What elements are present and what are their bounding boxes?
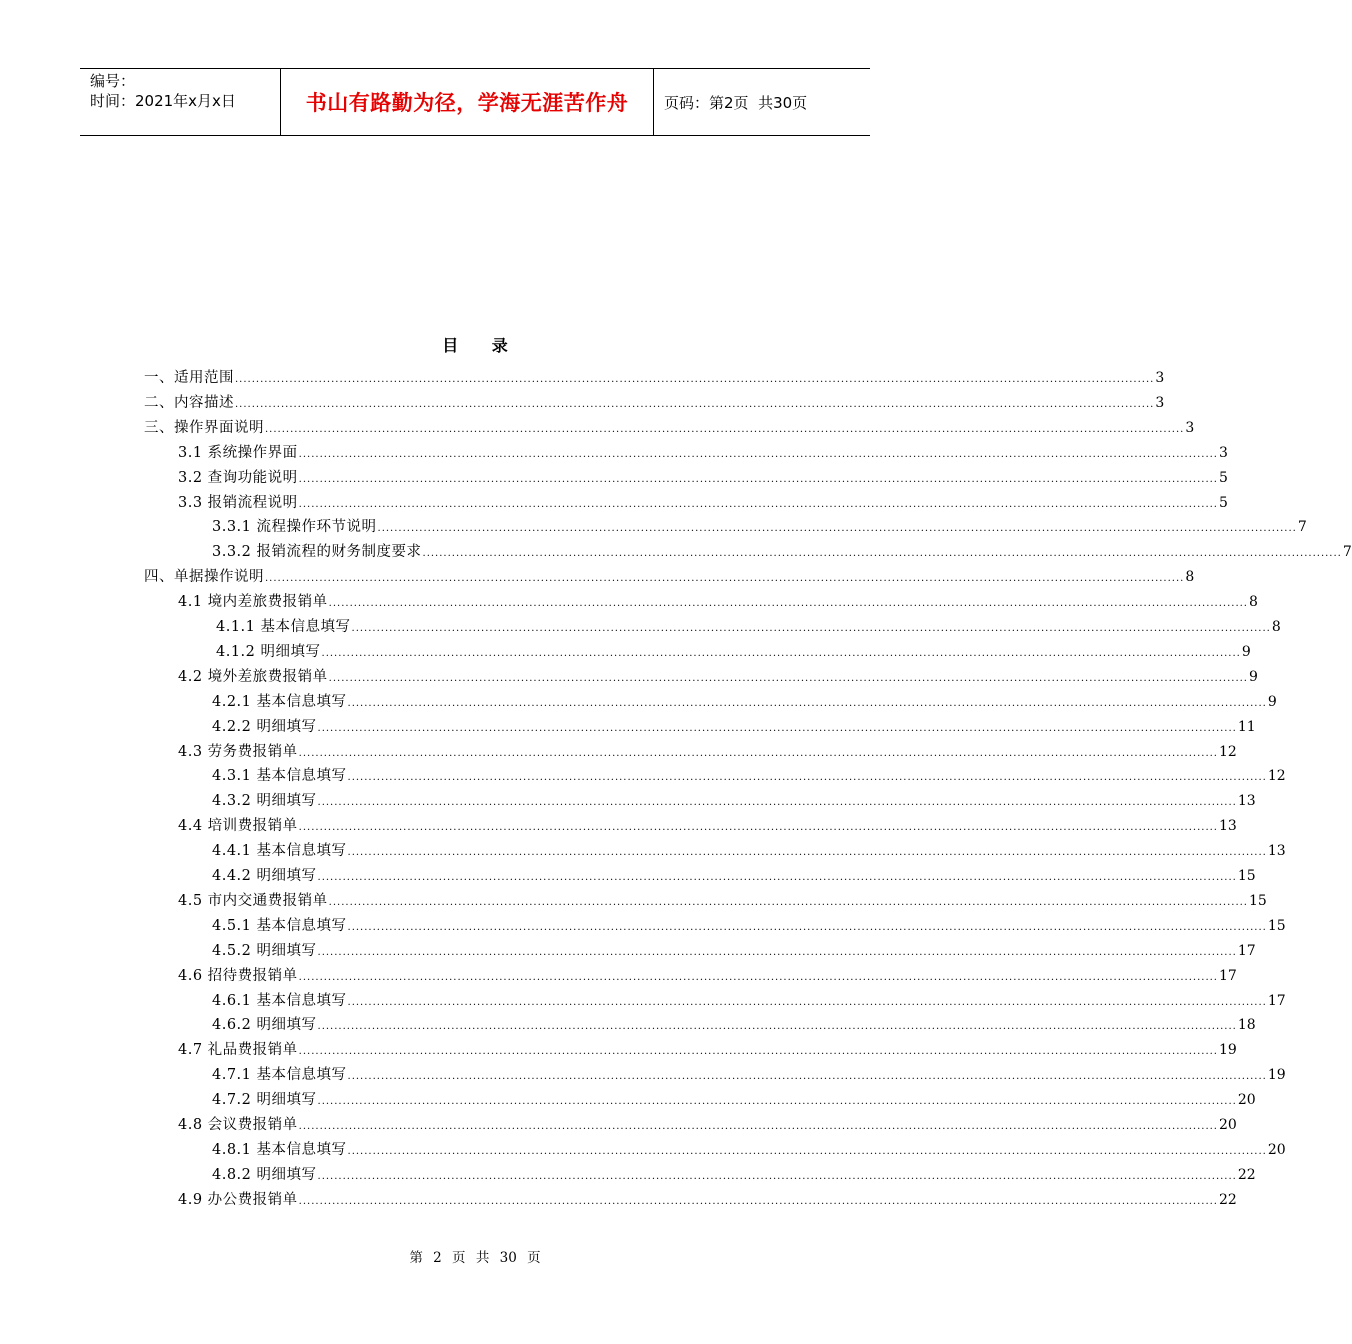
- toc-entry-title: 四、单据操作说明: [144, 569, 264, 586]
- toc-entry[interactable]: [216, 640, 1251, 665]
- toc-entry-title: 4.2 境外差旅费报销单: [178, 668, 328, 685]
- toc-entry-title: 4.6 招待费报销单: [178, 967, 298, 984]
- toc-entry[interactable]: [178, 889, 1267, 914]
- number-label: 编号：: [90, 72, 136, 90]
- toc-entry[interactable]: [212, 789, 1256, 814]
- toc-entry-page: 15: [1267, 917, 1286, 934]
- toc-leader-dots: ............................................................................................................................................................................................................................: [317, 797, 1237, 809]
- toc-entry-title: 4.4.2 明细填写: [212, 868, 317, 884]
- toc-entry-title: 3.2 查询功能说明: [178, 469, 298, 486]
- toc-entry-title: 4.2.2 明细填写: [212, 718, 317, 735]
- toc-entry-page: 9: [1249, 668, 1258, 685]
- toc-entry-title: 三、操作界面说明: [144, 419, 264, 436]
- toc-entry-page: 13: [1237, 793, 1256, 810]
- toc-entry[interactable]: [144, 416, 1195, 441]
- toc-entry-page: 19: [1219, 1042, 1237, 1059]
- toc-leader-dots: ............................................................................................................................................................................................................................: [317, 1096, 1237, 1108]
- toc-entry-title: 4.6.2 明细填写: [212, 1017, 317, 1034]
- toc-entry[interactable]: [212, 914, 1286, 939]
- toc-entry-title: 4.3.2 明细填写: [212, 793, 317, 810]
- toc-entry[interactable]: [178, 590, 1258, 615]
- toc-entry-title: 4.8.2 明细填写: [212, 1166, 317, 1183]
- toc-leader-dots: ............................................................................................................................................................................................................................: [377, 523, 1297, 535]
- toc-entry[interactable]: [212, 764, 1286, 789]
- toc-entry[interactable]: [212, 1163, 1256, 1188]
- toc-leader-dots: ............................................................................................................................................................................................................................: [298, 971, 1218, 983]
- toc-entry[interactable]: [178, 1038, 1237, 1063]
- page-footer: 第 2 页 共 30 页: [409, 1250, 541, 1266]
- toc-entry-page: 20: [1267, 1141, 1286, 1158]
- toc-entry-title: 4.4 培训费报销单: [178, 818, 298, 835]
- toc-entry-page: 13: [1219, 818, 1237, 835]
- toc-leader-dots: ............................................................................................................................................................................................................................: [422, 548, 1342, 560]
- toc-entry-page: 11: [1237, 718, 1256, 735]
- toc-entry-title: 4.8 会议费报销单: [178, 1117, 298, 1133]
- toc-entry-page: 22: [1237, 1166, 1256, 1183]
- toc-leader-dots: ............................................................................................................................................................................................................................: [298, 822, 1218, 834]
- toc-entry[interactable]: [178, 466, 1228, 491]
- toc-entry[interactable]: [212, 1138, 1286, 1163]
- toc-entry-page: 19: [1267, 1067, 1286, 1084]
- toc-entry-page: 15: [1237, 868, 1256, 884]
- toc-leader-dots: ............................................................................................................................................................................................................................: [317, 1170, 1237, 1182]
- header-motto: 书山有路勤为径，学海无涯苦作舟: [281, 69, 654, 135]
- toc-entry-page: 9: [1241, 643, 1251, 660]
- toc-leader-dots: ............................................................................................................................................................................................................................: [235, 398, 1155, 410]
- toc-entry[interactable]: [144, 366, 1165, 391]
- toc-entry-title: 4.8.1 基本信息填写: [212, 1141, 347, 1158]
- header-meta: [80, 69, 281, 135]
- toc-leader-dots: ............................................................................................................................................................................................................................: [298, 747, 1218, 759]
- toc-leader-dots: ............................................................................................................................................................................................................................: [298, 498, 1218, 510]
- toc-entry-title: 4.7.1 基本信息填写: [212, 1067, 347, 1084]
- toc-entry-page: 12: [1267, 768, 1286, 785]
- toc-entry-page: 20: [1219, 1117, 1237, 1133]
- toc-entry[interactable]: [178, 665, 1258, 690]
- toc-leader-dots: ............................................................................................................................................................................................................................: [317, 722, 1237, 734]
- toc-entry-title: 3.3.2 报销流程的财务制度要求: [212, 544, 422, 561]
- toc-entry[interactable]: [212, 839, 1286, 864]
- toc-entry[interactable]: [178, 491, 1228, 516]
- toc-entry-title: 4.7.2 明细填写: [212, 1092, 317, 1109]
- toc-leader-dots: ............................................................................................................................................................................................................................: [347, 847, 1267, 859]
- toc-entry-page: 8: [1185, 569, 1195, 586]
- toc-leader-dots: ............................................................................................................................................................................................................................: [321, 647, 1241, 659]
- toc-entry[interactable]: [178, 441, 1228, 466]
- toc-entry-page: 17: [1219, 967, 1237, 984]
- toc-entry-page: 3: [1155, 370, 1165, 386]
- toc-entry-title: 4.1.2 明细填写: [216, 643, 321, 660]
- toc-entry-page: 17: [1237, 942, 1256, 959]
- toc-entry-page: 7: [1297, 519, 1307, 536]
- time-label: 时间：2021年x月x日: [90, 92, 236, 110]
- toc-leader-dots: ............................................................................................................................................................................................................................: [347, 996, 1267, 1008]
- toc-leader-dots: ............................................................................................................................................................................................................................: [298, 473, 1218, 485]
- toc-leader-dots: ............................................................................................................................................................................................................................: [317, 872, 1237, 883]
- toc-entry[interactable]: [212, 515, 1307, 540]
- toc-leader-dots: ............................................................................................................................................................................................................................: [298, 1121, 1218, 1132]
- toc-entry[interactable]: [212, 1088, 1256, 1113]
- toc-entry-page: 8: [1271, 619, 1281, 635]
- toc-entry-page: 5: [1219, 469, 1228, 486]
- page-info-text: 页码：第2页 共30页: [664, 93, 808, 112]
- toc-leader-dots: ............................................................................................................................................................................................................................: [347, 921, 1267, 933]
- toc-entry[interactable]: [212, 989, 1286, 1014]
- toc-entry-title: 4.5.1 基本信息填写: [212, 917, 347, 934]
- toc-leader-dots: ............................................................................................................................................................................................................................: [298, 448, 1218, 460]
- toc-entry-page: 17: [1267, 992, 1286, 1009]
- page-header: [80, 68, 870, 136]
- header-page-info: [654, 69, 870, 135]
- toc-leader-dots: ............................................................................................................................................................................................................................: [298, 1046, 1218, 1058]
- toc-entry-title: 3.1 系统操作界面: [178, 444, 298, 461]
- toc-leader-dots: ............................................................................................................................................................................................................................: [347, 697, 1267, 709]
- toc-entry-title: 一、适用范围: [144, 370, 234, 386]
- toc-leader-dots: ............................................................................................................................................................................................................................: [298, 1195, 1218, 1207]
- toc-entry-title: 二、内容描述: [144, 394, 234, 411]
- toc-entry[interactable]: [144, 565, 1195, 590]
- toc-entry-page: 13: [1267, 843, 1286, 860]
- toc-entry-title: 4.5.2 明细填写: [212, 942, 317, 959]
- toc-entry-title: 4.7 礼品费报销单: [178, 1042, 298, 1059]
- toc-entry-title: 4.9 办公费报销单: [178, 1191, 298, 1208]
- toc-leader-dots: ............................................................................................................................................................................................................................: [328, 896, 1248, 908]
- toc-entry-title: 4.3.1 基本信息填写: [212, 768, 347, 785]
- toc-leader-dots: ............................................................................................................................................................................................................................: [328, 598, 1248, 610]
- toc-leader-dots: ............................................................................................................................................................................................................................: [347, 1071, 1267, 1083]
- toc-leader-dots: ............................................................................................................................................................................................................................: [265, 423, 1185, 435]
- toc-entry[interactable]: [212, 715, 1256, 740]
- toc-entry-title: 4.1.1 基本信息填写: [216, 619, 351, 635]
- toc-entry[interactable]: [178, 740, 1237, 765]
- toc-entry-page: 3: [1185, 419, 1195, 436]
- toc-entry-title: 4.4.1 基本信息填写: [212, 843, 347, 860]
- toc-entry-title: 4.2.1 基本信息填写: [212, 693, 347, 710]
- toc-entry-title: 4.1 境内差旅费报销单: [178, 594, 328, 611]
- toc-entry-page: 3: [1219, 444, 1228, 461]
- toc-entry[interactable]: [212, 864, 1256, 889]
- toc-entry[interactable]: [178, 1188, 1237, 1213]
- toc-entry[interactable]: [212, 540, 1352, 565]
- toc-entry[interactable]: [178, 1113, 1237, 1138]
- toc-leader-dots: ............................................................................................................................................................................................................................: [351, 623, 1271, 634]
- toc-entry-page: 7: [1342, 544, 1352, 561]
- toc-entry-page: 18: [1237, 1017, 1256, 1034]
- toc-entry[interactable]: [212, 1063, 1286, 1088]
- toc-entry[interactable]: [144, 391, 1165, 416]
- toc-entry[interactable]: [178, 964, 1237, 989]
- toc-entry-page: 15: [1249, 892, 1267, 909]
- toc-entry-page: 9: [1267, 693, 1277, 710]
- toc-leader-dots: ............................................................................................................................................................................................................................: [328, 672, 1248, 684]
- toc-entry[interactable]: [178, 814, 1237, 839]
- toc-entry-title: 4.6.1 基本信息填写: [212, 992, 347, 1009]
- toc-entry-page: 5: [1219, 494, 1228, 511]
- toc-entry[interactable]: [212, 690, 1277, 715]
- toc-leader-dots: ............................................................................................................................................................................................................................: [317, 946, 1237, 958]
- toc-leader-dots: ............................................................................................................................................................................................................................: [347, 1145, 1267, 1157]
- toc-leader-dots: ............................................................................................................................................................................................................................: [317, 1021, 1237, 1033]
- toc-entry-page: 22: [1219, 1191, 1237, 1208]
- toc-leader-dots: ............................................................................................................................................................................................................................: [265, 573, 1185, 585]
- toc-entry[interactable]: [216, 615, 1281, 640]
- toc-entry-page: 12: [1219, 743, 1237, 760]
- toc-entry[interactable]: [212, 1013, 1256, 1038]
- toc-leader-dots: ............................................................................................................................................................................................................................: [235, 374, 1155, 385]
- toc-entry-page: 20: [1237, 1092, 1256, 1109]
- toc-entry-page: 8: [1249, 594, 1258, 611]
- toc-entry-title: 3.3.1 流程操作环节说明: [212, 519, 377, 536]
- toc-entry-page: 3: [1155, 394, 1165, 411]
- toc-title: 目 录: [442, 336, 522, 355]
- toc-entry-title: 3.3 报销流程说明: [178, 494, 298, 511]
- toc-entry-title: 4.3 劳务费报销单: [178, 743, 298, 760]
- toc-entry[interactable]: [212, 939, 1256, 964]
- toc-leader-dots: ............................................................................................................................................................................................................................: [347, 772, 1267, 784]
- toc-entry-title: 4.5 市内交通费报销单: [178, 892, 328, 909]
